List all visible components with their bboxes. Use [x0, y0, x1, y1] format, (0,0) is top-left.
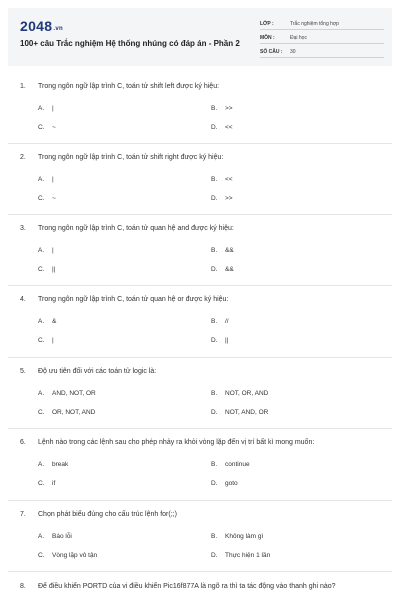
option-letter: C.	[38, 337, 45, 344]
option-b[interactable]	[211, 533, 263, 540]
question-number: 7.	[20, 511, 26, 518]
options	[20, 318, 390, 362]
meta-value: Trắc nghiệm tổng hợp	[290, 20, 339, 27]
option-text: ||	[225, 337, 229, 344]
option-letter: C.	[38, 124, 45, 131]
option-b[interactable]	[211, 105, 233, 112]
meta-label: MÔN :	[260, 34, 275, 41]
question-8	[20, 582, 390, 591]
option-text: |	[52, 105, 54, 112]
option-letter: D.	[211, 124, 218, 131]
divider	[8, 214, 392, 215]
question-3	[20, 224, 390, 291]
option-letter: A.	[38, 105, 45, 112]
question-number: 6.	[20, 439, 26, 446]
option-a[interactable]	[38, 533, 72, 540]
question-1	[20, 82, 390, 149]
option-b[interactable]	[211, 318, 229, 325]
option-text: >>	[225, 105, 233, 112]
meta-label: LỚP :	[260, 20, 274, 27]
option-letter: C.	[38, 409, 45, 416]
option-letter: B.	[211, 461, 218, 468]
option-c[interactable]	[38, 480, 55, 487]
option-text: ~	[52, 195, 56, 202]
option-text: &&	[225, 266, 234, 273]
option-a[interactable]	[38, 390, 96, 397]
option-text: <<	[225, 124, 233, 131]
option-text: <<	[225, 176, 233, 183]
site-logo[interactable]	[20, 18, 63, 34]
question-6	[20, 438, 390, 505]
question-text: Trong ngôn ngữ lập trình C, toán tử shift right được ký hiệu:	[38, 154, 224, 161]
option-letter: B.	[211, 318, 218, 325]
option-letter: B.	[211, 247, 218, 254]
option-letter: D.	[211, 337, 218, 344]
logo-suffix: .vn	[53, 26, 63, 32]
option-text: >>	[225, 195, 233, 202]
option-c[interactable]	[38, 124, 56, 131]
question-text: Để điều khiển PORTD của vi điều khiển Pic16f877A là ngõ ra thì ta tác động vào thanh ghi nào?	[38, 583, 336, 590]
question-text: Trong ngôn ngữ lập trình C, toán tử quan hệ or được ký hiệu:	[38, 296, 229, 303]
question-number: 1.	[20, 83, 26, 90]
question-number: 4.	[20, 296, 26, 303]
option-text: Không làm gì	[225, 533, 264, 540]
option-letter: D.	[211, 480, 218, 487]
option-d[interactable]	[211, 266, 234, 273]
meta-row-subject	[260, 32, 384, 44]
question-number: 5.	[20, 368, 26, 375]
document-header	[8, 8, 392, 66]
option-letter: A.	[38, 461, 45, 468]
option-b[interactable]	[211, 176, 233, 183]
option-letter: B.	[211, 176, 218, 183]
question-text: Độ ưu tiên đối với các toán tử logic là:	[38, 368, 157, 375]
option-letter: A.	[38, 247, 45, 254]
option-letter: A.	[38, 318, 45, 325]
divider	[8, 428, 392, 429]
question-5	[20, 367, 390, 434]
divider	[8, 357, 392, 358]
option-text: |	[52, 337, 54, 344]
option-a[interactable]	[38, 105, 54, 112]
option-c[interactable]	[38, 409, 95, 416]
option-text: ~	[52, 124, 56, 131]
option-c[interactable]	[38, 195, 56, 202]
option-text: Thực hiện 1 lần	[225, 552, 271, 559]
option-b[interactable]	[211, 461, 250, 468]
option-b[interactable]	[211, 390, 268, 397]
option-text: OR, NOT, AND	[52, 409, 96, 416]
meta-value: 30	[290, 48, 296, 55]
option-text: goto	[225, 480, 238, 487]
option-letter: C.	[38, 195, 45, 202]
option-text: |	[52, 247, 54, 254]
option-text: if	[52, 480, 56, 487]
options	[20, 461, 390, 505]
meta-info	[260, 18, 384, 60]
divider	[8, 500, 392, 501]
option-a[interactable]	[38, 461, 68, 468]
option-letter: C.	[38, 480, 45, 487]
option-c[interactable]	[38, 552, 97, 559]
option-text: AND, NOT, OR	[52, 390, 96, 397]
divider	[8, 285, 392, 286]
question-text: Lệnh nào trong các lệnh sau cho phép nhảy ra khỏi vòng lặp đến vị trí bất kì mong muốn:	[38, 439, 315, 446]
option-text: |	[52, 176, 54, 183]
meta-label: SỐ CÂU :	[260, 48, 283, 55]
option-letter: D.	[211, 552, 218, 559]
option-text: Vòng lặp vô tận	[52, 552, 98, 559]
question-number: 3.	[20, 225, 26, 232]
option-text: &&	[225, 247, 234, 254]
option-letter: A.	[38, 533, 45, 540]
option-d[interactable]	[211, 480, 238, 487]
question-7	[20, 510, 390, 577]
question-text: Trong ngôn ngữ lập trình C, toán tử shift left được ký hiệu:	[38, 83, 220, 90]
question-text: Chọn phát biểu đúng cho cấu trúc lệnh for(;;)	[38, 511, 177, 518]
logo-text: 2048	[20, 18, 53, 34]
option-text: break	[52, 461, 69, 468]
divider	[8, 571, 392, 572]
divider	[8, 143, 392, 144]
option-letter: B.	[211, 390, 218, 397]
option-text: NOT, OR, AND	[225, 390, 269, 397]
option-a[interactable]	[38, 176, 54, 183]
option-d[interactable]	[211, 195, 233, 202]
meta-value: Đại học	[290, 34, 307, 41]
option-c[interactable]	[38, 266, 55, 273]
option-a[interactable]	[38, 247, 54, 254]
question-4	[20, 295, 390, 362]
option-letter: A.	[38, 176, 45, 183]
option-text: NOT, AND, OR	[225, 409, 269, 416]
option-text: &	[52, 318, 57, 325]
option-a[interactable]	[38, 318, 56, 325]
option-d[interactable]	[211, 552, 270, 559]
option-text: Báo lỗi	[52, 533, 72, 540]
meta-row-count	[260, 46, 384, 58]
question-number: 8.	[20, 583, 26, 590]
option-letter: C.	[38, 552, 45, 559]
option-text: ||	[52, 266, 56, 273]
question-2	[20, 153, 390, 220]
page-title: 100+ câu Trắc nghiệm Hệ thống nhúng có đáp án - Phần 2	[20, 39, 240, 48]
option-d[interactable]	[211, 124, 233, 131]
option-text: continue	[225, 461, 250, 468]
option-letter: D.	[211, 409, 218, 416]
question-text: Trong ngôn ngữ lập trình C, toán tử quan hệ and được ký hiệu:	[38, 225, 234, 232]
option-letter: D.	[211, 266, 218, 273]
option-d[interactable]	[211, 337, 228, 344]
option-d[interactable]	[211, 409, 268, 416]
question-number: 2.	[20, 154, 26, 161]
option-letter: C.	[38, 266, 45, 273]
option-b[interactable]	[211, 247, 234, 254]
option-letter: B.	[211, 105, 218, 112]
option-letter: D.	[211, 195, 218, 202]
option-c[interactable]	[38, 337, 54, 344]
meta-row-class	[260, 18, 384, 30]
option-letter: B.	[211, 533, 218, 540]
option-letter: A.	[38, 390, 45, 397]
option-text: //	[225, 318, 229, 325]
